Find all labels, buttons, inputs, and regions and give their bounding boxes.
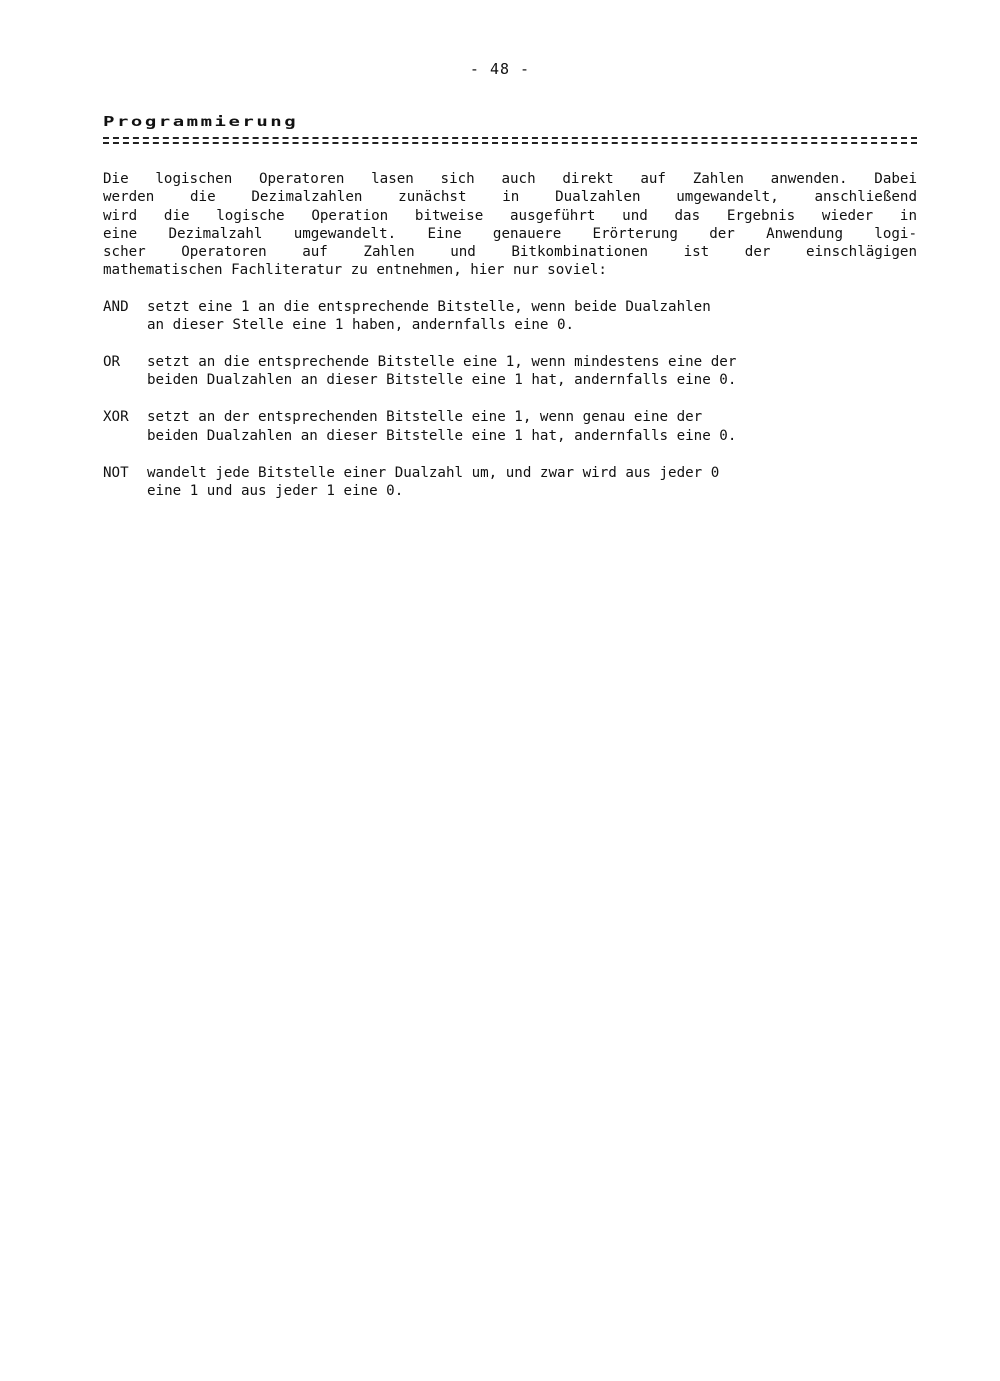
definition-not (103, 464, 917, 501)
underline-rule-bottom (103, 142, 917, 144)
definition-line: beiden Dualzahlen an dieser Bitstelle eine 1 hat, andernfalls eine 0. (147, 372, 737, 389)
section-heading: Programmierung (103, 114, 299, 130)
paragraph-line: werden die Dezimalzahlen zunächst in Dualzahlen umgewandelt, anschließend (103, 189, 917, 206)
definition-term: OR (103, 354, 121, 371)
definition-line: beiden Dualzahlen an dieser Bitstelle eine 1 hat, andernfalls eine 0. (147, 427, 737, 444)
definition-description (147, 353, 917, 390)
definition-term: XOR (103, 409, 129, 426)
paragraph-line: Die logischen Operatoren lasen sich auch direkt auf Zahlen anwenden. Dabei (103, 171, 917, 187)
paragraph-line: eine Dezimalzahl umgewandelt. Eine genauere Erörterung der Anwendung logi- (103, 225, 917, 242)
definition-line: eine 1 und aus jeder 1 eine 0. (147, 482, 404, 499)
operator-definitions (103, 298, 917, 519)
double-underline-rule (103, 134, 917, 148)
intro-paragraph (103, 170, 917, 280)
definition-term: NOT (103, 464, 129, 481)
definition-description (147, 408, 917, 445)
paragraph-line: wird die logische Operation bitweise ausgeführt und das Ergebnis wieder in (103, 207, 917, 224)
definition-or (103, 353, 917, 390)
definition-line: an dieser Stelle eine 1 haben, andernfalls eine 0. (147, 317, 575, 334)
paragraph-line: mathematischen Fachliteratur zu entnehmen, hier nur soviel: (103, 262, 607, 279)
definition-xor (103, 408, 917, 445)
definition-line: setzt an die entsprechende Bitstelle eine 1, wenn mindestens eine der (147, 354, 737, 371)
definition-line: wandelt jede Bitstelle einer Dualzahl um, und zwar wird aus jeder 0 (147, 464, 720, 481)
definition-description (147, 298, 917, 335)
definition-description (147, 464, 917, 501)
definition-line: setzt an der entsprechenden Bitstelle eine 1, wenn genau eine der (147, 409, 703, 426)
definition-term: AND (103, 299, 129, 315)
definition-and (103, 298, 917, 335)
paragraph-line: scher Operatoren auf Zahlen und Bitkombinationen ist der einschlägigen (103, 244, 917, 261)
definition-line: setzt eine 1 an die entsprechende Bitstelle, wenn beide Dualzahlen (147, 299, 711, 315)
page-number: - 48 - (469, 60, 531, 78)
underline-rule-top (103, 137, 917, 139)
